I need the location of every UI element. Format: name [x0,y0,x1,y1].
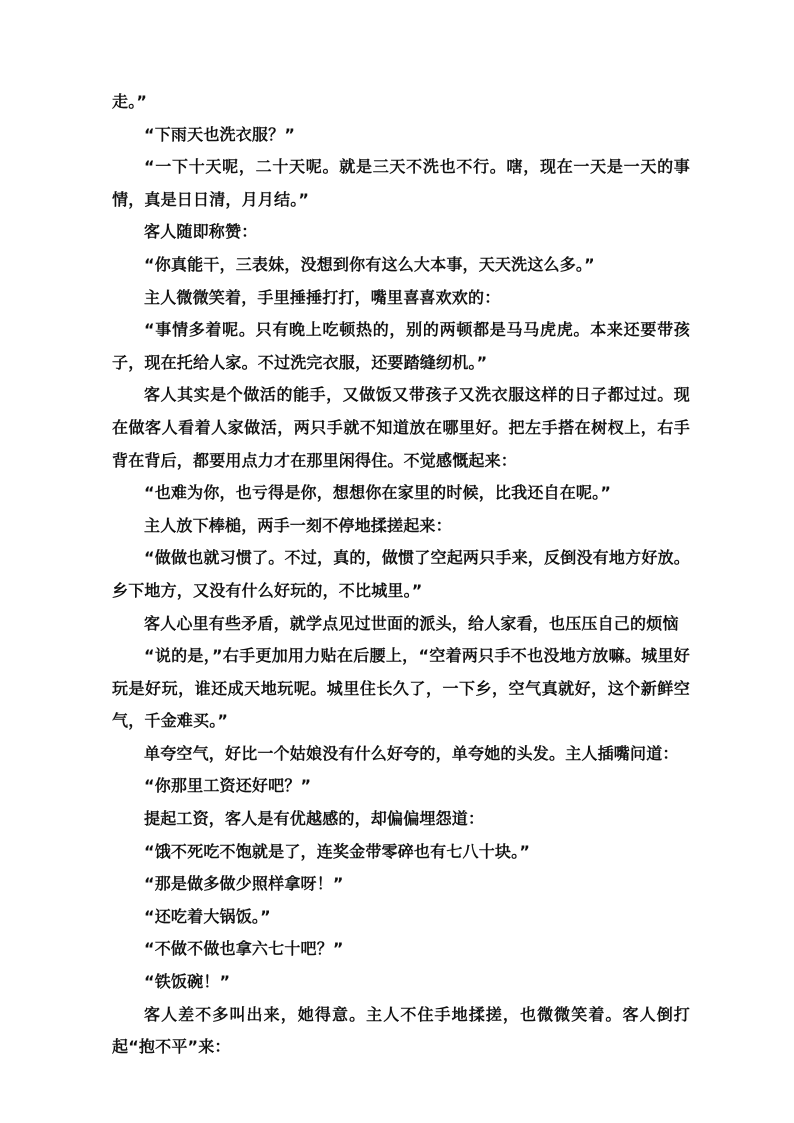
paragraph-8: 客人其实是个做活的能手，又做饭又带孩子又洗衣服这样的日子都过过。现在做客人看着人家做活，两只手就不知道放在哪里好。把左手搭在树杈上，右手背在背后，都要用点力才在那里闲得住。不觉感慨起来： [112,385,690,470]
paragraph-2: “下雨天也洗衣服？” [144,124,296,144]
paragraph-17: “饿不死吃不饱就是了，连奖金带零碎也有七八十块。” [144,841,531,861]
paragraph-12: 客人心里有些矛盾，就学点见过世面的派头，给人家看，也压压自己的烦恼 [144,613,679,633]
paragraph-9: “也难为你，也亏得是你，想想你在家里的时候，比我还自在呢。” [144,483,612,503]
paragraph-22: 客人差不多叫出来，她得意。主人不住手地揉搓，也微微笑着。客人倒打起“抱不平”来： [112,1004,690,1057]
paragraph-20: “不做不做也拿六七十吧？” [144,939,344,959]
paragraph-7: “事情多着呢。只有晚上吃顿热的，别的两顿都是马马虎虎。本来还要带孩子，现在托给人家。不过洗完衣服，还要踏缝纫机。” [112,320,690,372]
paragraph-14: 单夸空气，好比一个姑娘没有什么好夸的，单夸她的头发。主人插嘴问道： [144,743,679,763]
paragraph-19: “还吃着大锅饭。” [144,906,271,926]
paragraph-11: “做做也就习惯了。不过，真的，做惯了空起两只手来，反倒没有地方好放。乡下地方，又没有什么好玩的，不比城里。” [112,548,690,600]
paragraph-6: 主人微微笑着，手里捶捶打打，嘴里喜喜欢欢的： [144,287,501,307]
paragraph-1: 走。” [112,92,148,111]
paragraph-10: 主人放下棒槌，两手一刻不停地揉搓起来： [144,515,452,535]
paragraph-13: “说的是，”右手更加用力贴在后腰上，“空着两只手不也没地方放嘛。城里好玩是好玩，谁还成天地玩呢。城里住长久了，一下乡，空气真就好，这个新鲜空气，千金难买。” [112,646,690,731]
paragraph-21: “铁饭碗！” [144,972,231,992]
paragraph-18: “那是做多做少照样拿呀！” [144,874,344,894]
paragraph-5: “你真能干，三表妹，没想到你有这么大本事，天天洗这么多。” [144,254,595,274]
document-page [112,86,690,1064]
paragraph-3: “一下十天呢，二十天呢。就是三天不洗也不行。嗐，现在一天是一天的事情，真是日日清，月月结。” [112,157,690,209]
paragraph-16: 提起工资，客人是有优越感的，却偏偏埋怨道： [144,809,485,829]
paragraph-4: 客人随即称赞： [144,222,258,242]
paragraph-15: “你那里工资还好吧？” [144,776,312,796]
